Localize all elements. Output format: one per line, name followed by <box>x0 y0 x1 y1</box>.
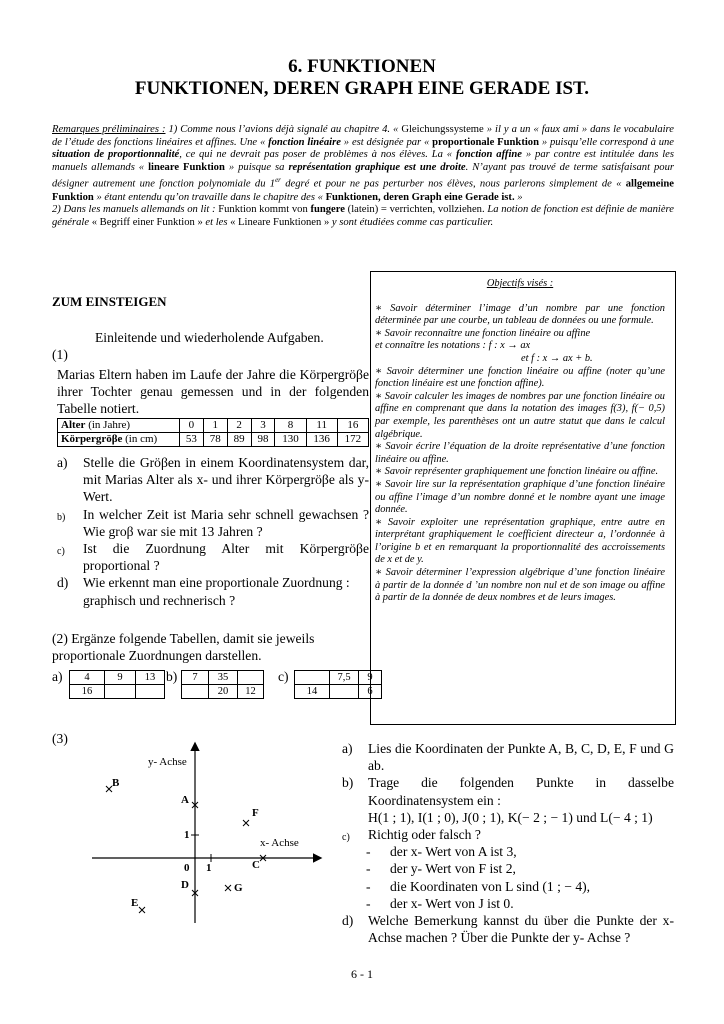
point-f-label: F <box>252 807 259 819</box>
y-unit-label: 1 <box>184 829 190 841</box>
task-1-questions <box>57 454 369 609</box>
table-cell: 0 <box>180 419 204 433</box>
task-2a-table <box>69 670 165 699</box>
question-label: b) <box>57 511 66 523</box>
table-cell: 98 <box>251 433 275 447</box>
table-cell: 9 <box>105 671 136 685</box>
point-e <box>131 897 145 913</box>
task-2c-table <box>294 670 382 699</box>
task-3-questions <box>342 740 674 946</box>
objective-item: et connaître les notations : f : x → ax <box>375 340 531 352</box>
question-label: a) <box>342 741 353 756</box>
task-2b-label: b) <box>166 669 178 684</box>
question-text: Lies die Koordinaten der Punkte A, B, C, D, E, F und G ab. <box>368 741 674 774</box>
remarks-text: » <box>514 191 523 203</box>
question-item <box>342 774 674 808</box>
point-f <box>243 807 259 826</box>
remarks-text: degré et pour ne pas perturber nos élèves, nous parlerons simplement de « <box>280 178 626 190</box>
question-item <box>57 540 369 574</box>
remarks-term: fungere <box>310 204 345 216</box>
remarks-text: » puisqu’elle correspond à une <box>538 136 674 148</box>
table-row <box>70 685 165 699</box>
table-row <box>58 419 369 433</box>
question-label: d) <box>57 575 69 591</box>
task-2c-label: c) <box>278 669 289 684</box>
objective-item: ∗ Savoir lire sur la représentation graphique d’une fonction linéaire ou affine l’image d’un nombre donné et le nombre ayant une image donnée. <box>375 478 665 516</box>
remarks-text: et les <box>202 216 231 228</box>
table-cell: 130 <box>275 433 306 447</box>
point-d-label: D <box>181 879 189 891</box>
table-cell: 9 <box>359 671 382 685</box>
sub-item <box>342 843 674 860</box>
x-axis-label: x- Achse <box>260 837 299 849</box>
remarks-sup: er <box>275 176 281 185</box>
remarks-text: 2) Dans les manuels allemands on lit : <box>52 204 219 216</box>
table-cell: 172 <box>337 433 368 447</box>
table-cell: 4 <box>70 671 105 685</box>
objective-item: ∗ Savoir exploiter une représentation graphique, entre autre en interprétant graphiquement le coefficient directeur a, l’ordonnée à l’origine b et en remarquant la proportionnalité des accroissements de x et de y. <box>375 516 665 566</box>
preliminary-remarks <box>52 124 674 229</box>
table-cell: 20 <box>209 685 238 699</box>
question-item <box>57 506 369 540</box>
question-text: Stelle die Gröβen in einem Koordinatensystem dar, mit Marias Alter als x- und ihrer Körpergröβe als y- Wert. <box>83 455 369 505</box>
question-text: Richtig oder falsch ? <box>368 827 481 843</box>
remarks-term: Funktionen, deren Graph eine Gerade ist. <box>325 191 515 203</box>
remarks-term: représentation graphique est une droite <box>288 161 466 173</box>
table-cell <box>105 685 136 699</box>
objective-item: ∗ Savoir représenter graphiquement une fonction linéaire ou affine. <box>375 466 659 478</box>
table-cell <box>238 671 264 685</box>
question-label: a) <box>57 455 68 470</box>
task-3-number: (3) <box>52 731 68 746</box>
table-cell: 11 <box>306 419 337 433</box>
question-label: d) <box>342 913 354 929</box>
question-text: In welcher Zeit ist Maria sehr schnell gewachsen ? Wie groβ war sie mit 13 Jahren ? <box>83 506 369 539</box>
remarks-term: « Lineare Funktionen » <box>230 216 330 228</box>
question-text: Trage die folgenden Punkte in dasselbe Koordinatensystem ein : <box>368 775 674 808</box>
objectives-box <box>370 271 676 725</box>
points-list: H(1 ; 1), I(1 ; 0), J(0 ; 1), K(− 2 ; − 1) und L(− 4 ; 1) <box>368 809 653 825</box>
origin-label: 0 <box>184 862 190 874</box>
remarks-term: lineare Funktion <box>148 161 225 173</box>
table-cell: 8 <box>275 419 306 433</box>
objective-item: ∗ Savoir déterminer l’expression algébrique d’une fonction linéaire à partir de la donnée d ’un nombre non nul et de son image ou affine à partir de la donnée de deux nombres et de leurs images. <box>375 567 665 604</box>
point-g <box>225 882 243 894</box>
remarks-text: 1) Comme nous l’avions déjà signalé au chapitre 4. « <box>165 124 402 135</box>
remarks-term: allgemeine Funktion <box>52 178 674 203</box>
table-cell: 16 <box>70 685 105 699</box>
y-axis-label: y- Achse <box>148 756 187 768</box>
table-row <box>295 671 382 685</box>
task-1-number: (1) <box>52 347 68 362</box>
objective-item: ∗ Savoir calculer les images de nombres par une fonction linéaire ou affine en comprenant que dans la notation des images f(3), f(− 0,5) par exemple, les parenthèses ont un autre statut que dans le calcul algébrique. <box>375 390 665 440</box>
objective-item: ∗ Savoir reconnaître une fonction linéaire ou affine <box>375 327 591 339</box>
dash: - <box>366 895 371 911</box>
dash: - <box>366 844 371 860</box>
point-e-label: E <box>131 897 139 909</box>
point-b <box>106 777 120 792</box>
task-1-text: Marias Eltern haben im Laufe der Jahre die Körpergröβe ihrer Tochter genau gemessen und in der folgenden Tabelle notiert. <box>57 367 369 417</box>
sub-item <box>342 860 674 877</box>
question-item <box>342 740 674 774</box>
table-cell <box>330 685 359 699</box>
question-text: Welche Bemerkung kannst du über die Punkte der x- Achse machen ? Über die Punkte der y- Achse ? <box>368 913 674 946</box>
table-cell: 12 <box>238 685 264 699</box>
remarks-term: situation de proportionnalité <box>52 149 180 161</box>
question-item <box>342 912 674 946</box>
remarks-term: fonction linéaire <box>268 136 341 148</box>
dash: - <box>366 878 371 894</box>
x-unit-label: 1 <box>206 862 212 874</box>
table-row <box>182 671 264 685</box>
remarks-text: » il y a un « faux ami » dans le vocabulaire de l’étude des fonctions linéaires et affines. Une « <box>52 124 674 148</box>
coordinate-system-graph <box>80 738 330 928</box>
task-2-text: (2) Ergänze folgende Tabellen, damit sie jeweils proportionale Zuordnungen darstellen. <box>52 631 315 664</box>
task-2a-label: a) <box>52 669 63 684</box>
remarks-term: « Begriff einer Funktion » <box>91 216 203 228</box>
table-cell: 35 <box>209 671 238 685</box>
table-cell: 14 <box>295 685 330 699</box>
height-table <box>57 418 369 447</box>
sub-item-text: der x- Wert von J ist 0. <box>390 895 514 911</box>
point-b-label: B <box>112 777 120 789</box>
remarks-term: Gleichungssysteme <box>401 124 484 135</box>
point-g-label: G <box>234 882 243 894</box>
remarks-text: » est désignée par « <box>340 136 433 148</box>
table-unit: (in Jahre) <box>88 419 131 431</box>
remarks-term: proportionale Funktion <box>432 136 539 148</box>
table-cell: 16 <box>337 419 368 433</box>
table-cell: 53 <box>180 433 204 447</box>
remarks-label: Remarques préliminaires : <box>52 124 166 135</box>
table-cell: 7 <box>182 671 209 685</box>
task-2b-table <box>181 670 264 699</box>
table-cell: 3 <box>251 419 275 433</box>
table-row-label <box>58 433 180 447</box>
question-text: Wie erkennt man eine proportionale Zuordnung : graphisch und rechnerisch ? <box>83 575 350 608</box>
remarks-term: (latein) = verrichten, vollziehen. <box>344 204 485 216</box>
remarks-text: » étant entendu qu’on travaille dans le chapitre des « <box>93 191 326 203</box>
table-unit: (in cm) <box>125 433 158 445</box>
table-row <box>58 433 369 447</box>
dash: - <box>366 861 371 877</box>
table-label: Alter <box>61 419 86 431</box>
objectives-heading: Objectifs visés : <box>486 278 554 289</box>
table-cell: 78 <box>203 433 227 447</box>
table-cell: 136 <box>306 433 337 447</box>
remarks-term: Funktion kommt von <box>218 204 311 216</box>
sub-item-text: der y- Wert von F ist 2, <box>390 861 516 877</box>
remarks-text: . N’ayant pas trouvé de terme satisfaisant pour désigner autrement une fonction polynomiale du 1 <box>52 161 674 190</box>
point-a-label: A <box>181 794 189 806</box>
sub-item-text: die Koordinaten von L sind (1 ; − 4), <box>390 878 591 894</box>
objective-item: ∗ Savoir déterminer l’image d’un nombre par une fonction déterminée par une courbe, un tableau de données ou une formule. <box>375 302 665 327</box>
sub-item <box>342 878 674 895</box>
table-cell <box>136 685 165 699</box>
table-cell: 1 <box>203 419 227 433</box>
question-item <box>57 454 369 506</box>
question-item <box>342 826 674 843</box>
question-item <box>57 574 369 608</box>
remarks-text: La notion de fonction est définie de manière générale <box>52 204 674 228</box>
page-subtitle: FUNKTIONEN, DEREN GRAPH EINE GERADE IST. <box>134 78 590 99</box>
table-row <box>295 685 382 699</box>
question-item <box>342 809 674 826</box>
table-cell: 13 <box>136 671 165 685</box>
table-cell: 89 <box>227 433 251 447</box>
remarks-text: » par contre est intitulée dans les manuels allemands « <box>52 149 674 173</box>
table-row <box>182 685 264 699</box>
remarks-text: » puisque sa <box>224 161 289 173</box>
sub-item-text: der x- Wert von A ist 3, <box>390 844 517 860</box>
point-c-label: C <box>252 859 260 871</box>
table-cell: 2 <box>227 419 251 433</box>
question-label: c) <box>342 832 350 844</box>
table-cell <box>182 685 209 699</box>
section-intro: Einleitende und wiederholende Aufgaben. <box>95 330 324 345</box>
question-label: b) <box>342 775 354 791</box>
table-row <box>70 671 165 685</box>
table-row-label <box>58 419 180 433</box>
table-cell: 6 <box>359 685 382 699</box>
table-cell: 7,5 <box>330 671 359 685</box>
question-text: Ist die Zuordnung Alter mit Körpergröβe proportional ? <box>83 541 369 574</box>
page-title: 6. FUNKTIONEN <box>288 56 436 77</box>
table-cell <box>295 671 330 685</box>
objective-item: ∗ Savoir déterminer une fonction linéaire ou affine (noter qu’une fonction linéaire est une fonction affine). <box>375 365 665 390</box>
table-label: Körpergröβe <box>61 433 123 445</box>
remarks-term: fonction affine <box>455 149 522 161</box>
objective-item: ∗ Savoir écrire l’équation de la droite représentative d’une fonction linéaire ou affine. <box>375 441 665 465</box>
sub-item <box>342 895 674 912</box>
objective-item: et f : x → ax + b. <box>521 352 593 364</box>
page-number: 6 - 1 <box>351 967 373 981</box>
remarks-text: y sont étudiées comme cas particulier. <box>329 216 494 228</box>
section-heading: ZUM EINSTEIGEN <box>52 294 167 309</box>
remarks-text: , ce qui ne devrait pas poser de problèmes à nos élèves. La « <box>179 149 456 161</box>
question-label: c) <box>57 546 65 558</box>
